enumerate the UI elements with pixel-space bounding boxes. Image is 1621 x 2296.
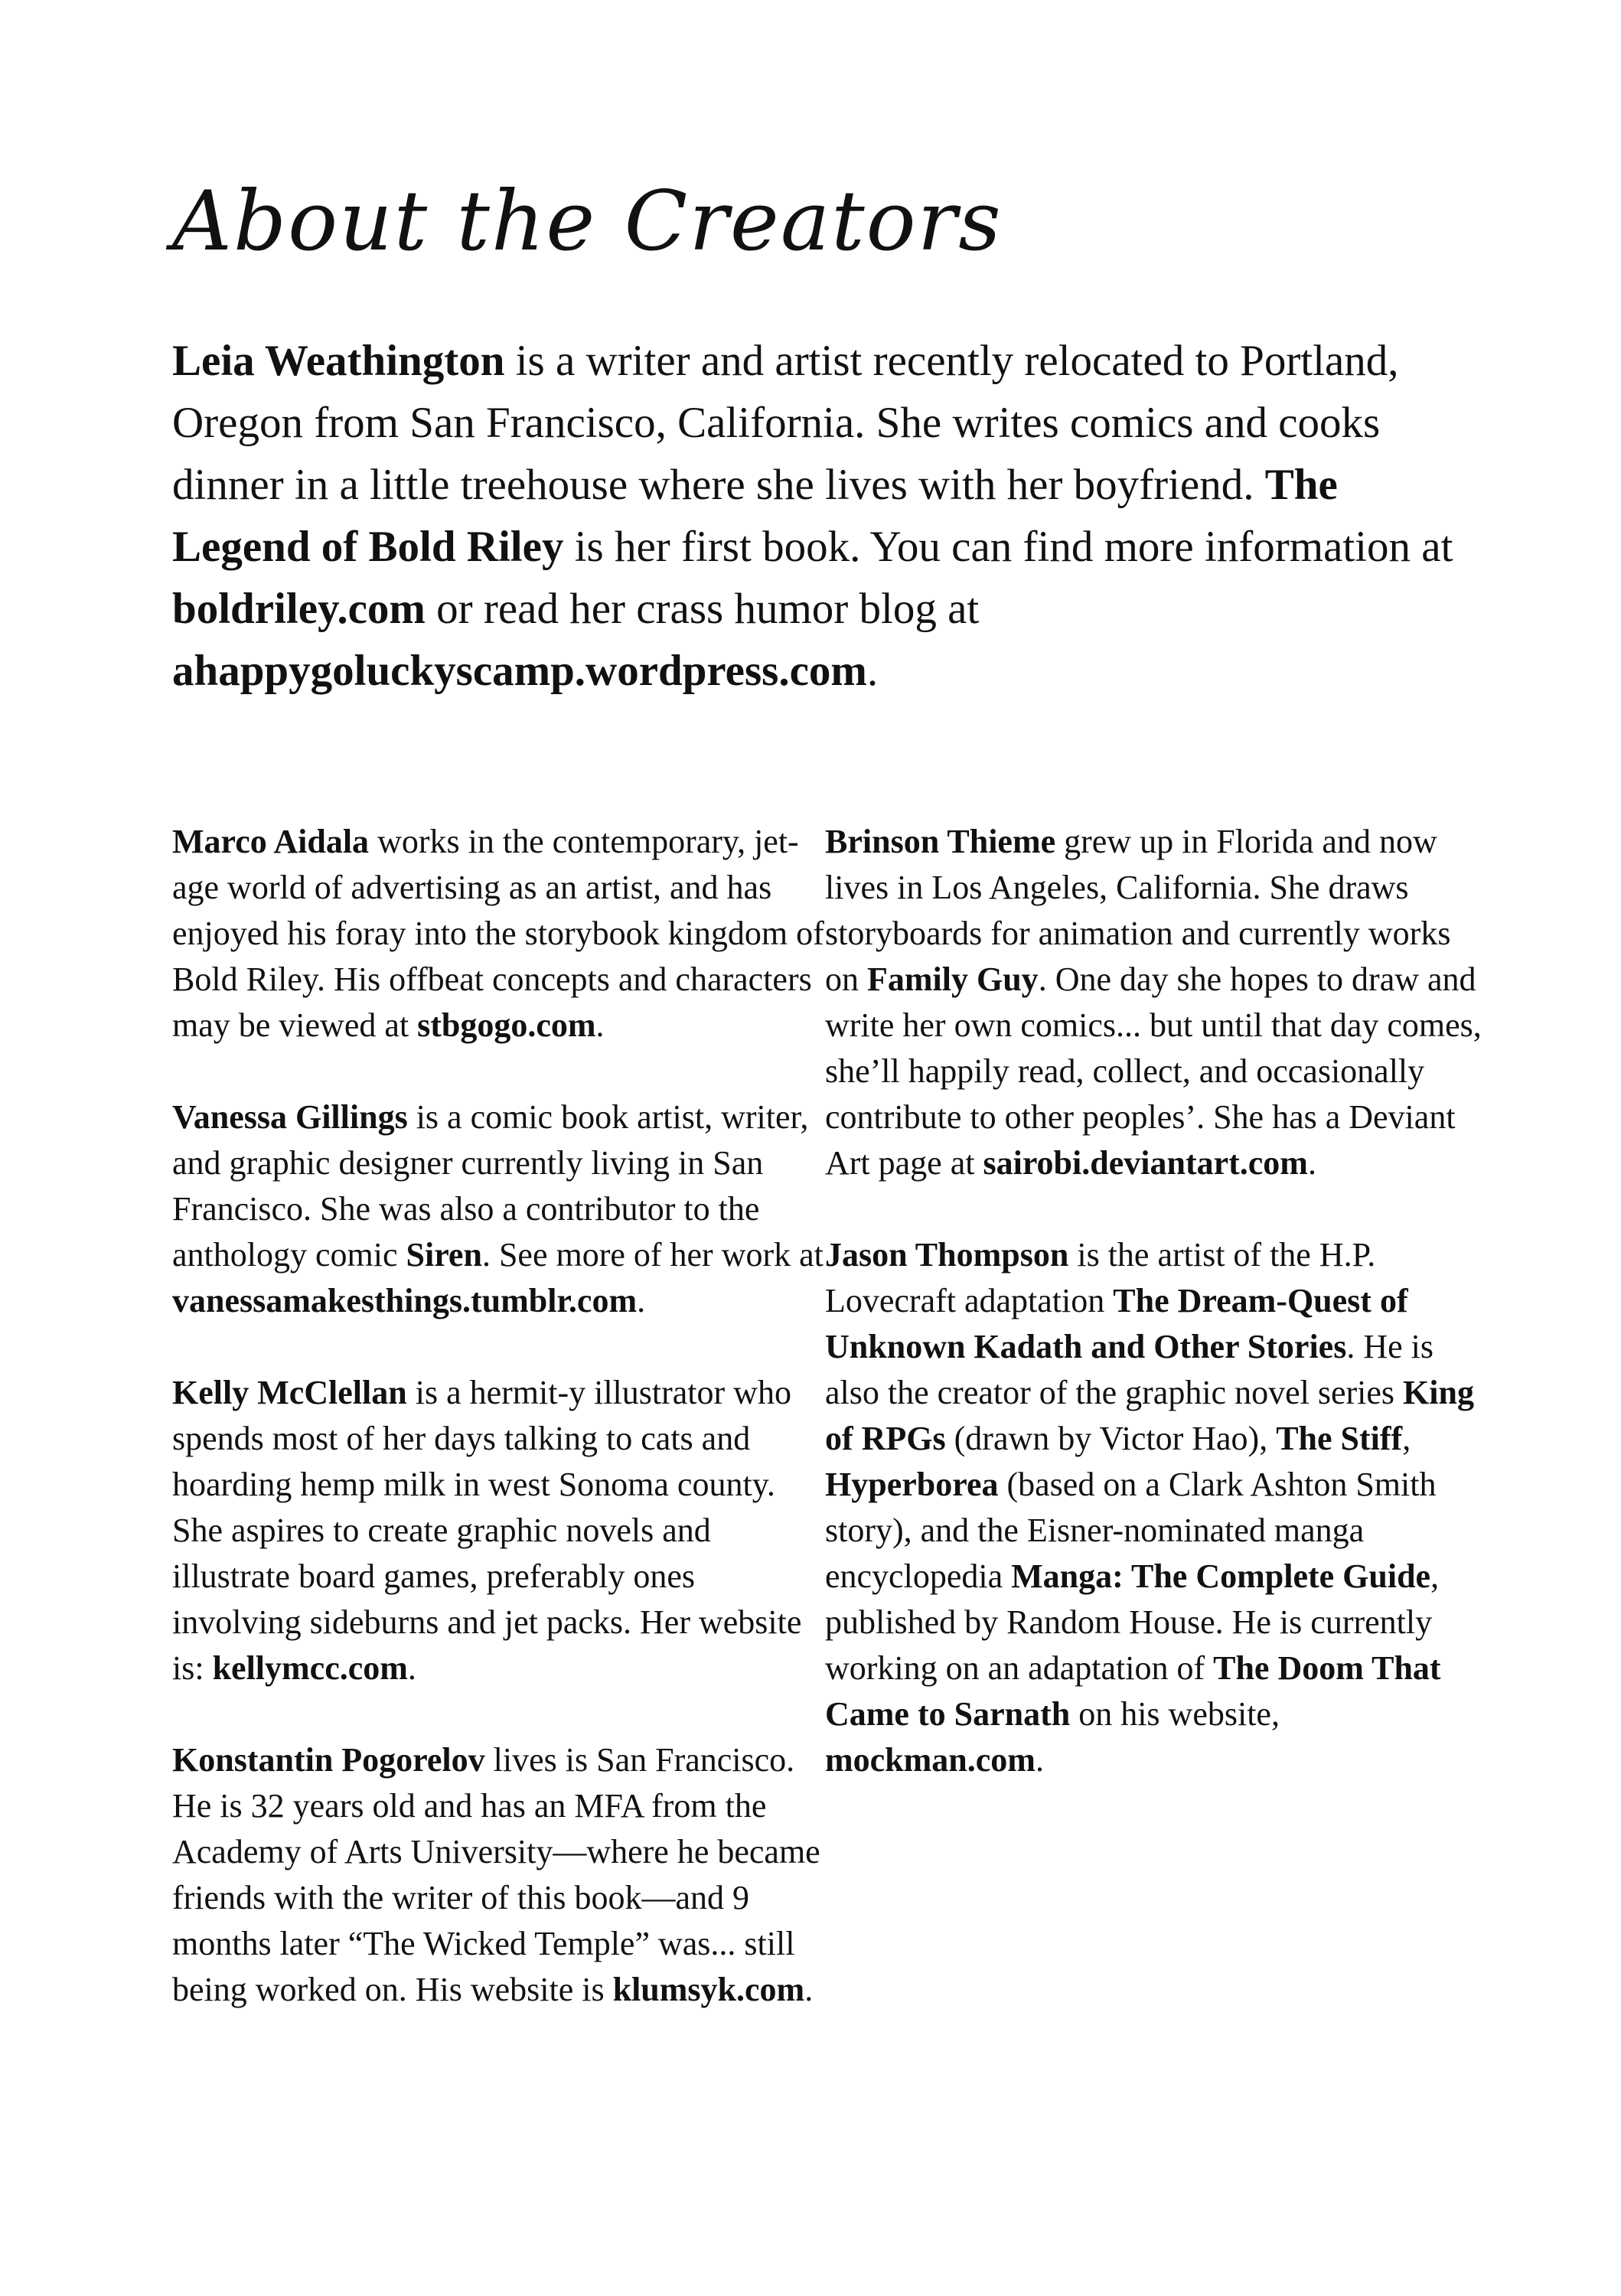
website-link: kellymcc.com bbox=[212, 1649, 408, 1687]
bio-name: Jason Thompson bbox=[825, 1236, 1069, 1274]
bio-text: grew up in Florida and now lives in Los Angeles, California. She draws storyboards for animation and currently works on bbox=[825, 823, 1451, 998]
work-title: Family Guy bbox=[867, 960, 1039, 998]
website-link: sairobi.deviantart.com bbox=[983, 1144, 1308, 1182]
bio-text: . bbox=[595, 1006, 605, 1044]
bio-name: Brinson Thieme bbox=[825, 823, 1056, 860]
bio-text: . bbox=[866, 647, 879, 695]
bio-text: is the artist of the H.P. Lovecraft adaptation bbox=[825, 1236, 1376, 1319]
bio-text: is a hermit-y illustrator who spends most of her days talking to cats and hoarding hemp milk in west Sonoma county. She aspires to create graphic novels and illustrate board games, preferably ones involving sideburns and jet packs. Her website is: bbox=[172, 1374, 802, 1687]
bio-text: is her first book. You can find more information at bbox=[563, 523, 1453, 571]
bio-kelly-mcclellan bbox=[172, 1370, 830, 1691]
bio-vanessa-gillings bbox=[172, 1094, 830, 1324]
right-column bbox=[825, 819, 1483, 1783]
bio-name: Kelly McClellan bbox=[172, 1374, 407, 1411]
bio-text: . bbox=[804, 1971, 814, 2008]
bio-name: Vanessa Gillings bbox=[172, 1098, 408, 1136]
bio-name: Leia Weathington bbox=[172, 337, 505, 385]
website-link: ahappygoluckyscamp.wordpress.com bbox=[172, 647, 867, 695]
bio-text: is a comic book artist, writer, and graphic designer currently living in San Francisco. She was also a contributor to the anthology comic bbox=[172, 1098, 809, 1274]
bio-text: (based on a Clark Ashton Smith story), and the Eisner-nominated manga encyclopedia bbox=[825, 1466, 1437, 1595]
bio-text: lives is San Francisco. He is 32 years old and has an MFA from the Academy of Arts University—where he became friends with the writer of this book—and 9 months later “The Wicked Temple” was... still being worked on. His website is bbox=[172, 1741, 820, 2008]
bio-text: . bbox=[1307, 1144, 1316, 1182]
bio-text: . One day she hopes to draw and write her own comics... but until that day comes, she’ll happily read, collect, and occasionally contribute to other peoples’. She has a Deviant Art page at bbox=[825, 960, 1482, 1182]
website-link: boldriley.com bbox=[172, 585, 426, 633]
left-column bbox=[172, 819, 830, 2013]
bio-name: Konstantin Pogorelov bbox=[172, 1741, 485, 1779]
bio-text: on his website, bbox=[1070, 1695, 1280, 1733]
website-link: stbgogo.com bbox=[417, 1006, 596, 1044]
page-title: About the Creators bbox=[172, 174, 1003, 269]
bio-text: , bbox=[1402, 1420, 1411, 1457]
work-title: The Doom That Came to Sarnath bbox=[825, 1649, 1441, 1733]
bio-text: (drawn by Victor Hao), bbox=[945, 1420, 1277, 1457]
bio-marco-aidala bbox=[172, 819, 830, 1049]
work-title: The Stiff bbox=[1276, 1420, 1403, 1457]
website-link: mockman.com bbox=[825, 1741, 1036, 1779]
bio-text: is a writer and artist recently relocated to Portland, Oregon from San Francisco, California. She writes comics and cooks dinner in a little treehouse where she lives with her boyfriend. bbox=[172, 337, 1399, 509]
bio-brinson-thieme bbox=[825, 819, 1483, 1186]
bio-name: Marco Aidala bbox=[172, 823, 370, 860]
work-title: Siren bbox=[406, 1236, 482, 1274]
bio-text: works in the contemporary, jet-age world of advertising as an artist, and has enjoyed his foray into the storybook kingdom of Bold Riley. His offbeat concepts and characters may be viewed at bbox=[172, 823, 824, 1044]
website-link: klumsyk.com bbox=[612, 1971, 805, 2008]
book-title: The Legend of Bold Riley bbox=[172, 461, 1338, 571]
bio-text: . bbox=[407, 1649, 416, 1687]
bio-text: . bbox=[1035, 1741, 1044, 1779]
bio-text: , published by Random House. He is currently working on an adaptation of bbox=[825, 1557, 1440, 1687]
bio-text: . bbox=[637, 1282, 646, 1319]
bio-jason-thompson bbox=[825, 1232, 1483, 1783]
bio-text: or read her crass humor blog at bbox=[425, 585, 980, 633]
work-title: The Dream-Quest of Unknown Kadath and Other Stories bbox=[825, 1282, 1408, 1365]
work-title: Hyperborea bbox=[825, 1466, 999, 1503]
bio-text: . See more of her work at bbox=[481, 1236, 824, 1274]
bio-konstantin-pogorelov bbox=[172, 1737, 830, 2013]
work-title: King of RPGs bbox=[825, 1374, 1474, 1457]
website-link: vanessamakesthings.tumblr.com bbox=[172, 1282, 638, 1319]
bio-text: . He is also the creator of the graphic novel series bbox=[825, 1328, 1433, 1411]
work-title: Manga: The Complete Guide bbox=[1011, 1557, 1431, 1595]
intro-bio-leia-weathington bbox=[172, 330, 1473, 702]
